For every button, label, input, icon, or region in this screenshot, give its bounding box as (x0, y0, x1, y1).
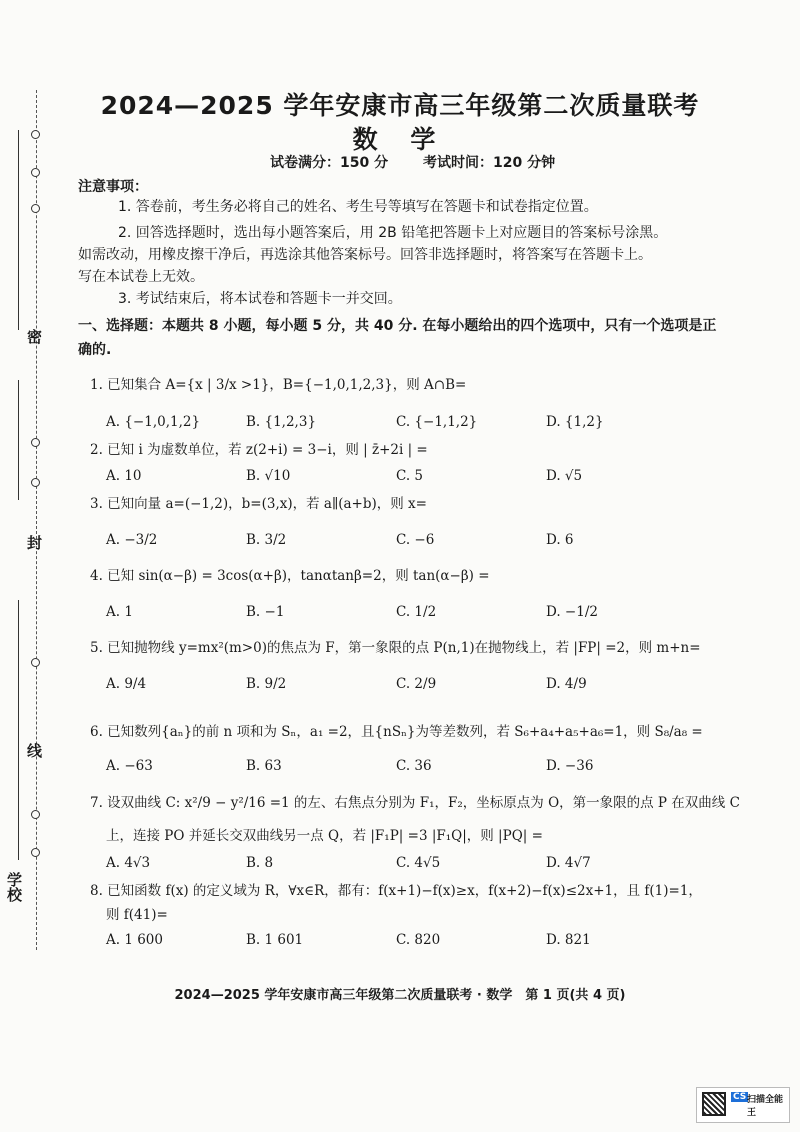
exam-meta (270, 152, 585, 172)
scanner-watermark (696, 1087, 790, 1123)
binding-hole-circle (31, 478, 40, 487)
option-a[interactable]: A. {−1,0,1,2} (106, 414, 201, 430)
option-a[interactable]: A. −3/2 (106, 532, 158, 548)
option-b[interactable]: B. 1 601 (246, 932, 304, 948)
question-7: 7. 设双曲线 C: x²/9 − y²/16 =1 的左、右焦点分别为 F₁，F₂，坐标原点为 O，第一象限的点 P 在双曲线 C (90, 795, 740, 811)
qr-code-icon (702, 1092, 726, 1116)
option-b[interactable]: B. √10 (246, 468, 291, 484)
option-d[interactable]: D. 6 (546, 532, 574, 548)
seal-mark-mi: 密 (27, 328, 43, 346)
section-heading (78, 314, 728, 362)
option-a[interactable]: A. 1 600 (106, 932, 163, 948)
option-c[interactable]: C. 5 (396, 468, 424, 484)
page-footer: 2024—2025 学年安康市高三年级第二次质量联考 · 数学 第 1 页(共 4 页) (174, 988, 626, 1003)
binding-hole-circle (31, 848, 40, 857)
option-a[interactable]: A. 9/4 (106, 676, 147, 692)
option-c[interactable]: C. 2/9 (396, 676, 437, 692)
option-b[interactable]: B. 8 (246, 855, 274, 871)
seal-mark-xian: 线 (27, 742, 43, 760)
question-4: 4. 已知 sin(α−β) = 3cos(α+β)，tanαtanβ=2，则 tan(α−β) = (90, 568, 490, 584)
question-3-options (106, 532, 726, 552)
school-label: 学校 (5, 872, 23, 902)
option-c[interactable]: C. 4√5 (396, 855, 441, 871)
exam-title: 2024—2025 学年安康市高三年级第二次质量联考 (100, 91, 700, 120)
binding-solid-line (18, 380, 19, 500)
option-b[interactable]: B. {1,2,3} (246, 414, 317, 430)
option-b[interactable]: B. −1 (246, 604, 285, 620)
option-d[interactable]: D. 4√7 (546, 855, 591, 871)
question-1: 1. 已知集合 A={x | 3/x >1}，B={−1,0,1,2,3}，则 A∩B= (90, 377, 467, 393)
option-d[interactable]: D. 4/9 (546, 676, 587, 692)
binding-solid-line (18, 130, 19, 330)
question-2-options (106, 468, 726, 488)
notice-item-2: 2. 回答选择题时，选出每小题答案后，用 2B 铅笔把答题卡上对应题目的答案标号涂黑。 (118, 225, 668, 241)
notice-item-3: 3. 考试结束后，将本试卷和答题卡一并交回。 (118, 291, 402, 307)
option-b[interactable]: B. 9/2 (246, 676, 287, 692)
question-8: 8. 已知函数 f(x) 的定义域为 R，∀x∈R，都有：f(x+1)−f(x)≥x，f(x+2)−f(x)≤2x+1，且 f(1)=1， (90, 883, 702, 899)
full-score: 试卷满分：150 分 (270, 155, 389, 171)
question-1-options (106, 414, 726, 434)
seal-mark-feng: 封 (27, 534, 43, 552)
section-line: 确的. (78, 342, 112, 358)
notice-item-2-cont: 如需改动，用橡皮擦干净后，再选涂其他答案标号。回答非选择题时，将答案写在答题卡上。 (78, 247, 652, 263)
question-6-options (106, 758, 726, 778)
option-a[interactable]: A. 4√3 (106, 855, 151, 871)
question-7-cont: 上，连接 PO 并延长交双曲线另一点 Q，若 |F₁P| =3 |F₁Q|，则 |PQ| = (106, 828, 543, 844)
notice-item-1: 1. 答卷前，考生务必将自己的姓名、考生号等填写在答题卡和试卷指定位置。 (118, 199, 598, 215)
exam-time: 考试时间：120 分钟 (422, 155, 556, 171)
option-c[interactable]: C. 36 (396, 758, 432, 774)
binding-solid-line (18, 600, 19, 860)
option-d[interactable]: D. √5 (546, 468, 583, 484)
option-d[interactable]: D. {1,2} (546, 414, 604, 430)
option-c[interactable]: C. 820 (396, 932, 441, 948)
question-8-cont: 则 f(41)= (106, 907, 168, 923)
option-a[interactable]: A. 10 (106, 468, 142, 484)
question-4-options (106, 604, 726, 624)
option-c[interactable]: C. {−1,1,2} (396, 414, 478, 430)
notice-heading: 注意事项： (78, 179, 148, 195)
binding-hole-circle (31, 810, 40, 819)
binding-hole-circle (31, 204, 40, 213)
option-c[interactable]: C. −6 (396, 532, 435, 548)
question-7-options (106, 855, 726, 875)
question-3: 3. 已知向量 a=(−1,2)，b=(3,x)，若 a∥(a+b)，则 x= (90, 496, 427, 512)
binding-hole-circle (31, 658, 40, 667)
scanner-logo: CS (733, 1092, 747, 1102)
section-line: 一、选择题：本题共 8 小题，每小题 5 分，共 40 分. 在每小题给出的四个选项中，只有一个选项是正 (78, 318, 717, 334)
option-a[interactable]: A. 1 (106, 604, 133, 620)
question-5: 5. 已知抛物线 y=mx²(m>0)的焦点为 F，第一象限的点 P(n,1)在抛物线上，若 |FP| =2，则 m+n= (90, 640, 701, 656)
option-d[interactable]: D. −36 (546, 758, 594, 774)
option-c[interactable]: C. 1/2 (396, 604, 437, 620)
scanner-name: 扫描全能王 (747, 1095, 784, 1118)
option-d[interactable]: D. 821 (546, 932, 591, 948)
question-8-options (106, 932, 726, 952)
question-2: 2. 已知 i 为虚数单位，若 z(2+i) = 3−i，则 | z̄+2i | = (90, 442, 428, 458)
binding-hole-circle (31, 168, 40, 177)
binding-hole-circle (31, 438, 40, 447)
option-b[interactable]: B. 3/2 (246, 532, 287, 548)
option-d[interactable]: D. −1/2 (546, 604, 598, 620)
binding-dashed-line (36, 90, 37, 950)
option-b[interactable]: B. 63 (246, 758, 282, 774)
question-6: 6. 已知数列{aₙ}的前 n 项和为 Sₙ，a₁ =2，且{nSₙ}为等差数列，若 S₆+a₄+a₅+a₆=1，则 S₈/a₈ = (90, 724, 703, 740)
question-5-options (106, 676, 726, 696)
subject-title: 数 学 (352, 125, 448, 154)
notice-item-2-cont: 写在本试卷上无效。 (78, 269, 204, 285)
option-a[interactable]: A. −63 (106, 758, 153, 774)
